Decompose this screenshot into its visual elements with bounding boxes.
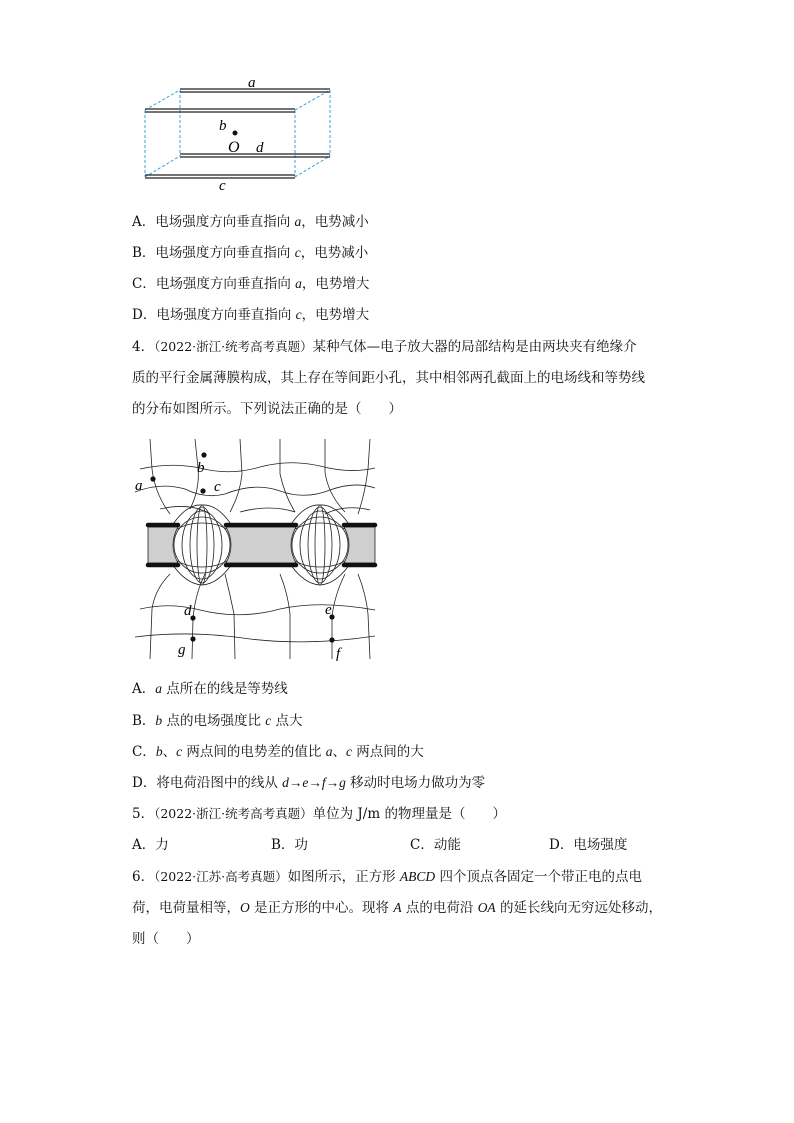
label-c: c <box>219 178 226 192</box>
q5-stem: 5．（2022·浙江·统考高考真题）单位为 J/m 的物理量是（ ） <box>132 806 506 822</box>
figure-field-lines <box>130 434 380 666</box>
q3-option-c[interactable]: C．电场强度方向垂直指向 a，电势增大 <box>132 276 370 292</box>
label-b: b <box>219 118 227 134</box>
q4-option-a[interactable]: A．a 点所在的线是等势线 <box>132 681 288 697</box>
q3-option-a[interactable]: A．电场强度方向垂直指向 a，电势减小 <box>132 214 369 230</box>
q3-option-b[interactable]: B．电场强度方向垂直指向 c，电势减小 <box>132 245 369 261</box>
q4-stem-line2: 质的平行金属薄膜构成，其上存在等间距小孔，其中相邻两孔截面上的电场线和等势线 <box>132 370 645 386</box>
fig2-label-g: g <box>178 642 186 658</box>
q5-option-b[interactable]: B．功 <box>271 837 308 853</box>
q5-option-a[interactable]: A．力 <box>132 837 169 853</box>
q5-option-d[interactable]: D．电场强度 <box>549 837 628 853</box>
fig2-label-b: b <box>197 460 205 476</box>
q4-option-d[interactable]: D．将电荷沿图中的线从 d→e→f→g 移动时电场力做功为零 <box>132 775 486 791</box>
q4-source: （2022·浙江·统考高考真题） <box>154 339 313 354</box>
q4-option-b[interactable]: B．b 点的电场强度比 c 点大 <box>132 713 303 729</box>
label-d: d <box>256 140 264 156</box>
fig2-label-f: f <box>336 646 341 662</box>
q6-stem-line2: 荷，电荷量相等，O 是正方形的中心。现将 A 点的电荷沿 OA 的延长线向无穷远处移动， <box>132 900 662 916</box>
q5-option-c[interactable]: C．动能 <box>410 837 461 853</box>
fig2-label-d: d <box>184 603 192 619</box>
fig2-label-c: c <box>214 479 221 495</box>
fig2-label-a: a <box>135 478 143 494</box>
q4-stem-line3: 的分布如图所示。下列说法正确的是（ ） <box>132 401 402 417</box>
q6-source: （2022·江苏·高考真题） <box>154 869 288 884</box>
label-O: O <box>228 139 240 156</box>
q5-source: （2022·浙江·统考高考真题） <box>154 806 313 821</box>
q4-stem-line1: 4．（2022·浙江·统考高考真题）某种气体—电子放大器的局部结构是由两块夹有绝缘介 <box>132 339 637 355</box>
q6-stem-line3: 则（ ） <box>132 931 200 947</box>
q3-option-d[interactable]: D．电场强度方向垂直指向 c，电势增大 <box>132 307 370 323</box>
figure-parallel-plates <box>140 72 340 192</box>
q4-option-c[interactable]: C．b、c 两点间的电势差的值比 a、c 两点间的大 <box>132 744 424 760</box>
q6-stem-line1: 6．（2022·江苏·高考真题）如图所示，正方形 ABCD 四个顶点各固定一个带正电的点电 <box>132 869 642 885</box>
fig2-label-e: e <box>325 602 332 618</box>
label-a: a <box>248 75 256 91</box>
